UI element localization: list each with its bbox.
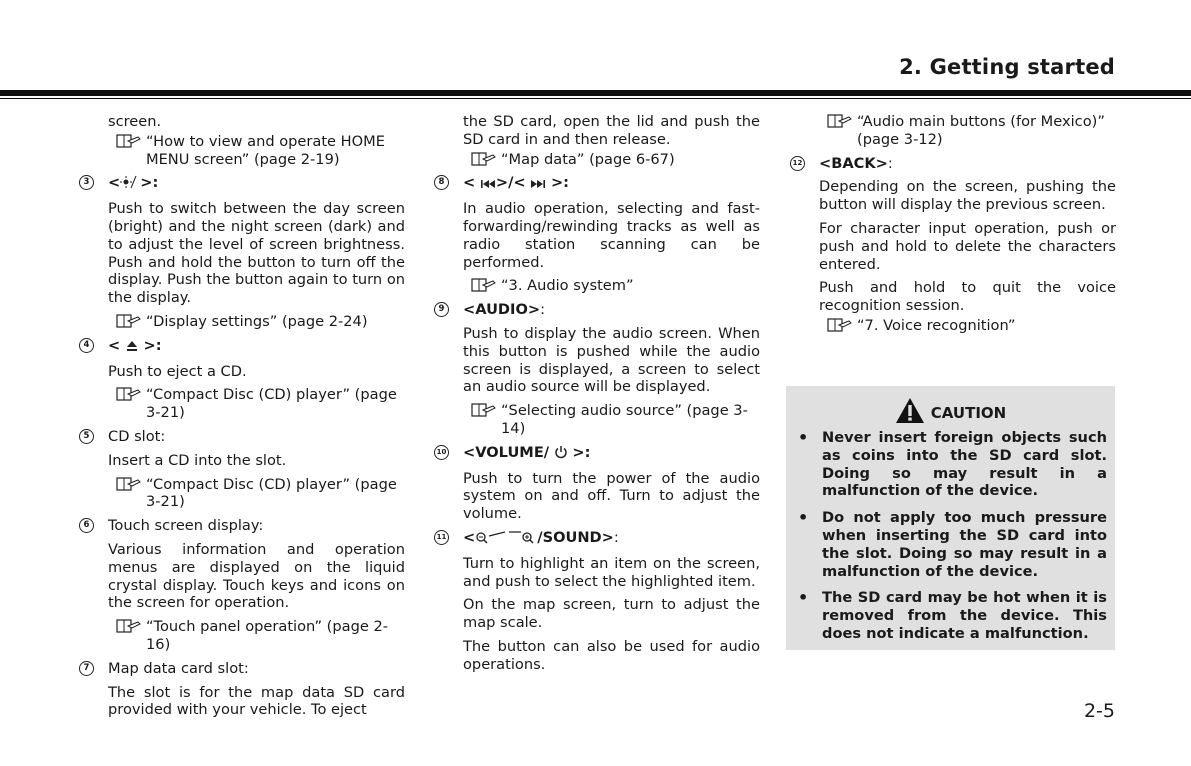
- reference-book-icon: [471, 152, 501, 166]
- item-number: 8: [434, 175, 449, 190]
- reference-book-icon: [471, 403, 501, 417]
- eject-icon: [125, 339, 139, 357]
- item-number: 4: [79, 338, 94, 353]
- list-item-7: [79, 660, 405, 678]
- item-description: Various information and operation menus are displayed on the liquid crystal display. Touch keys and icons on the screen for operation.: [108, 540, 405, 612]
- list-item-8: [434, 174, 760, 194]
- item-heading: <VOLUME/ >:: [463, 444, 760, 464]
- item-number: 11: [434, 530, 449, 545]
- item-description: The slot is for the map data SD card provided with your vehicle. To eject: [108, 683, 405, 719]
- caution-item: • The SD card may be hot when it is removed from the device. This does not indicate a malfunction.: [796, 589, 1107, 642]
- list-item-9: [434, 301, 760, 319]
- caution-list: [796, 429, 1107, 652]
- reference[interactable]: [116, 313, 405, 331]
- item-heading: < >:: [108, 337, 405, 357]
- list-item-5: [79, 428, 405, 446]
- caution-item: • Do not apply too much pressure when inserting the SD card into the slot. Doing so may result in a malfunction of the device.: [796, 509, 1107, 580]
- item-description: Push to turn the power of the audio system on and off. Turn to adjust the volume.: [463, 469, 760, 523]
- item-number: 12: [790, 156, 805, 171]
- reference-text: “Touch panel operation” (page 2-16): [146, 618, 389, 653]
- header-rule-thick: [0, 90, 1191, 96]
- list-item-3: [79, 174, 405, 194]
- item-heading: <BACK>:: [819, 154, 893, 172]
- header-rule-thin: [0, 98, 1191, 99]
- item-number: 3: [79, 175, 94, 190]
- reference-text: “Selecting audio source” (page 3-14): [501, 402, 748, 437]
- item-heading: CD slot:: [108, 427, 166, 445]
- page-title: 2. Getting started: [899, 55, 1115, 79]
- reference-text: “Compact Disc (CD) player” (page 3-21): [146, 475, 397, 511]
- reference[interactable]: [471, 277, 760, 295]
- day-night-icon: [120, 175, 140, 194]
- item-description: For character input operation, push or push and hold to delete the characters entered.: [819, 219, 1116, 273]
- item-number: 9: [434, 302, 449, 317]
- reference[interactable]: [471, 151, 760, 169]
- item-number: 6: [79, 518, 94, 533]
- reference-book-icon: [116, 387, 146, 401]
- reference-book-icon: [827, 318, 857, 332]
- item-heading: < >/< >:: [463, 174, 760, 194]
- continued-text: the SD card, open the lid and push the SD card in and then release.: [463, 113, 760, 148]
- reference-text: “Display settings” (page 2-24): [146, 312, 368, 330]
- item-number: 5: [79, 429, 94, 444]
- reference-text: “Map data” (page 6-67): [501, 150, 675, 168]
- item-heading: Touch screen display:: [108, 517, 264, 535]
- page-number: 2-5: [1083, 700, 1115, 722]
- list-item-11: [434, 529, 760, 549]
- reference-book-icon: [116, 134, 146, 148]
- reference[interactable]: [471, 402, 760, 438]
- item-number: 10: [434, 445, 449, 460]
- reference[interactable]: [827, 317, 1116, 335]
- list-item-6: [79, 517, 405, 535]
- column-middle: [434, 113, 760, 680]
- column-right: [790, 113, 1116, 341]
- map-zoom-icon: [475, 530, 537, 549]
- caution-title: CAUTION: [930, 404, 1007, 422]
- skip-back-icon: [480, 176, 496, 194]
- reference[interactable]: [116, 476, 405, 512]
- item-description: Push to eject a CD.: [108, 362, 247, 380]
- reference[interactable]: [116, 618, 405, 654]
- reference-text: “Compact Disc (CD) player” (page 3-21): [146, 386, 397, 422]
- power-icon: [554, 445, 568, 464]
- reference[interactable]: [116, 133, 405, 169]
- item-description: Push to switch between the day screen (bright) and the night screen (dark) and to adjust the level of screen brightness. Push and hold the button to turn off the display. Push the button again to turn on the display.: [108, 200, 405, 307]
- list-item-10: [434, 444, 760, 464]
- reference-book-icon: [471, 278, 501, 292]
- item-description: Push to display the audio screen. When this button is pushed while the audio screen is displayed, a screen to select an audio source will be displayed.: [463, 324, 760, 396]
- column-left: [79, 113, 405, 725]
- reference-text: “3. Audio system”: [501, 277, 634, 295]
- item-description: Insert a CD into the slot.: [108, 451, 287, 469]
- item-description: Depending on the screen, pushing the button will display the previous screen.: [819, 178, 1116, 214]
- item-number: 7: [79, 661, 94, 676]
- item-heading: Map data card slot:: [108, 659, 249, 677]
- reference-book-icon: [116, 619, 146, 633]
- item-heading: < >:: [108, 174, 405, 194]
- item-description: In audio operation, selecting and fast-forwarding/rewinding tracks as well as radio station scanning can be performed.: [463, 200, 760, 271]
- reference-text: “7. Voice recognition”: [857, 316, 1016, 334]
- list-item-12: [790, 155, 1116, 173]
- reference[interactable]: [116, 386, 405, 422]
- item-description: Turn to highlight an item on the screen, and push to select the highlighted item.: [463, 554, 760, 590]
- reference-text: “Audio main buttons (for Mexico)” (page 3-12): [857, 113, 1105, 148]
- reference-book-icon: [116, 314, 146, 328]
- skip-forward-icon: [530, 176, 546, 194]
- item-description: Push and hold to quit the voice recognition session.: [819, 279, 1116, 315]
- caution-box: [786, 386, 1115, 650]
- caution-header: [786, 397, 1115, 427]
- item-description: The button can also be used for audio operations.: [463, 637, 760, 673]
- caution-item: • Never insert foreign objects such as coins into the SD card slot. Doing so may result in a malfunction of the device.: [796, 429, 1107, 500]
- item-description: On the map screen, turn to adjust the map scale.: [463, 596, 760, 632]
- warning-icon: [895, 397, 925, 424]
- reference-book-icon: [827, 114, 857, 128]
- reference-book-icon: [116, 477, 146, 491]
- intro-text: screen.: [108, 113, 162, 130]
- item-heading: <AUDIO>:: [463, 301, 546, 319]
- reference[interactable]: [827, 113, 1116, 149]
- list-item-4: [79, 337, 405, 357]
- reference-text: “How to view and operate HOME MENU screen” (page 2-19): [146, 132, 385, 168]
- item-heading: < /SOUND>:: [463, 529, 760, 549]
